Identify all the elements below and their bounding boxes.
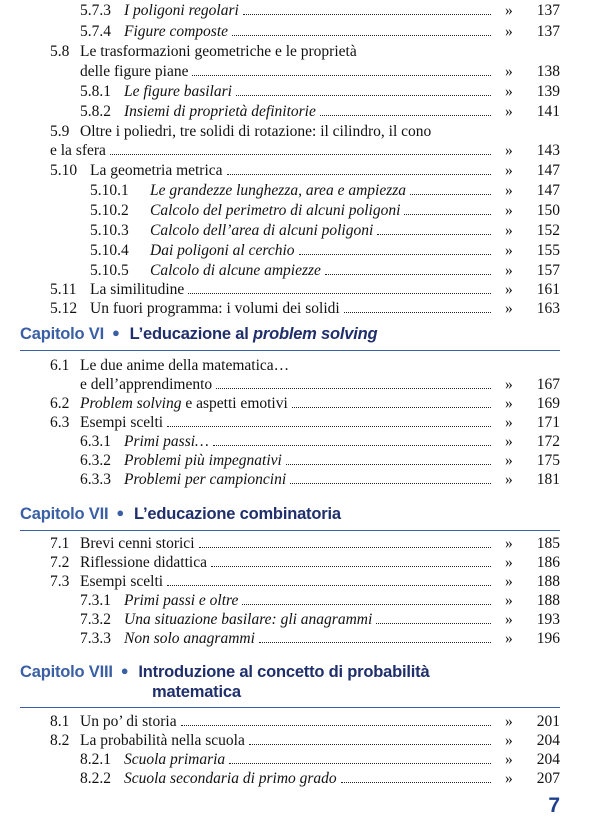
entry-title: Problemi per campioncini	[124, 471, 287, 488]
entry-page: 150	[536, 202, 560, 219]
toc-entry-first-line	[0, 123, 600, 141]
leader-dots	[376, 623, 491, 624]
entry-title: delle figure piane	[80, 63, 189, 80]
guillemet: »	[505, 162, 513, 179]
entry-title: Un po’ di storia	[80, 713, 177, 730]
leader-dots	[410, 194, 491, 195]
chapter-title-italic: problem solving	[252, 325, 378, 343]
toc-entry	[0, 751, 600, 769]
entry-number: 6.2	[50, 395, 70, 412]
toc-entry	[0, 202, 600, 220]
leader-dots	[110, 154, 491, 155]
entry-page: 169	[536, 395, 560, 412]
guillemet: »	[505, 395, 513, 412]
guillemet: »	[505, 535, 513, 552]
entry-number: 5.8.2	[80, 103, 111, 120]
entry-number: 6.3.3	[80, 471, 111, 488]
toc-entry	[0, 395, 600, 413]
entry-title: La similitudine	[90, 281, 185, 298]
entry-number: 5.8	[50, 43, 70, 60]
entry-title: Calcolo dell’area di alcuni poligoni	[150, 222, 374, 239]
entry-title: Esempi scelti	[80, 414, 164, 431]
leader-dots	[227, 174, 491, 175]
entry-title: Figure composte	[124, 23, 229, 40]
entry-number: 5.10.5	[90, 262, 129, 279]
chapter-rule	[20, 707, 560, 708]
entry-title: e aspetti emotivi	[181, 395, 288, 412]
entry-page: 207	[536, 770, 560, 787]
entry-page: 155	[536, 242, 560, 259]
chapter-number: Capitolo VII	[20, 505, 109, 523]
guillemet: »	[505, 732, 513, 749]
chapter-heading	[20, 663, 560, 705]
entry-number: 7.1	[50, 535, 70, 552]
guillemet: »	[505, 222, 513, 239]
entry-page: 161	[536, 281, 560, 298]
bullet-icon: ●	[116, 505, 125, 520]
leader-dots	[286, 464, 491, 465]
entry-title: La geometria metrica	[90, 162, 223, 179]
leader-dots	[299, 254, 491, 255]
entry-title: Calcolo del perimetro di alcuni poligoni	[150, 202, 401, 219]
bullet-icon: ●	[111, 325, 120, 340]
entry-title: Insiemi di proprietà definitorie	[124, 103, 316, 120]
leader-dots	[216, 388, 491, 389]
entry-number: 7.2	[50, 554, 70, 571]
leader-dots	[320, 115, 491, 116]
chapter-number: Capitolo VIII	[20, 663, 113, 681]
leader-dots	[243, 14, 491, 15]
entry-page: 147	[536, 162, 560, 179]
toc-entry	[0, 770, 600, 788]
entry-title: Primi passi…	[124, 433, 209, 450]
entry-title: La probabilità nella scuola	[80, 732, 245, 749]
leader-dots	[213, 445, 491, 446]
guillemet: »	[505, 554, 513, 571]
toc-entry-first-line	[0, 43, 600, 61]
entry-title: Un fuori programma: i volumi dei solidi	[90, 300, 340, 317]
chapter-heading	[20, 325, 560, 344]
leader-dots	[344, 312, 491, 313]
toc-entry	[0, 262, 600, 280]
entry-page: 143	[536, 142, 560, 159]
chapter-title-line2: matematica	[152, 683, 241, 701]
toc-entry	[0, 554, 600, 572]
leader-dots	[199, 547, 492, 548]
entry-number: 7.3.1	[80, 592, 111, 609]
guillemet: »	[505, 281, 513, 298]
entry-title: Esempi scelti	[80, 573, 164, 590]
entry-number: 5.12	[50, 300, 78, 317]
toc-entry	[0, 222, 600, 240]
entry-title: Calcolo di alcune ampiezze	[150, 262, 321, 279]
guillemet: »	[505, 573, 513, 590]
guillemet: »	[505, 713, 513, 730]
guillemet: »	[505, 262, 513, 279]
entry-number: 6.3.1	[80, 433, 111, 450]
guillemet: »	[505, 142, 513, 159]
guillemet: »	[505, 376, 513, 393]
entry-number: 7.3.3	[80, 630, 111, 647]
entry-number: 7.3	[50, 573, 70, 590]
entry-number: 5.9	[50, 123, 70, 140]
toc-entry	[0, 242, 600, 260]
chapter-rule	[20, 350, 560, 351]
entry-page: 171	[536, 414, 560, 431]
chapter-title: L’educazione al	[129, 325, 253, 343]
leader-dots	[242, 604, 491, 605]
chapter-heading	[20, 505, 560, 524]
entry-page: 204	[536, 732, 560, 749]
entry-title: I poligoni regolari	[124, 2, 239, 19]
entry-number: 5.10.4	[90, 242, 129, 259]
entry-title: Le grandezze lunghezza, area e ampiezza	[150, 182, 407, 199]
entry-page: 193	[536, 611, 560, 628]
entry-number: 6.3	[50, 414, 70, 431]
toc-entry	[0, 592, 600, 610]
guillemet: »	[505, 63, 513, 80]
entry-page: 204	[536, 751, 560, 768]
entry-number: 8.2	[50, 732, 70, 749]
guillemet: »	[505, 83, 513, 100]
entry-number: 8.1	[50, 713, 70, 730]
toc-entry	[0, 162, 600, 180]
page-number: 7	[548, 794, 560, 817]
entry-title: Non solo anagrammi	[124, 630, 255, 647]
toc-entry	[0, 376, 600, 394]
entry-page: 167	[536, 376, 560, 393]
guillemet: »	[505, 770, 513, 787]
entry-page: 152	[536, 222, 560, 239]
entry-page: 196	[536, 630, 560, 647]
leader-dots	[229, 763, 491, 764]
entry-page: 137	[536, 23, 560, 40]
entry-title: Riflessione didattica	[80, 554, 207, 571]
chapter-rule	[20, 530, 560, 531]
guillemet: »	[505, 592, 513, 609]
chapter-title: L’educazione combinatoria	[134, 505, 341, 523]
leader-dots	[377, 234, 491, 235]
leader-dots	[167, 585, 491, 586]
leader-dots	[192, 75, 491, 76]
entry-title: e dell’apprendimento	[80, 376, 213, 393]
guillemet: »	[505, 2, 513, 19]
guillemet: »	[505, 414, 513, 431]
entry-number: 5.10.2	[90, 202, 129, 219]
guillemet: »	[505, 182, 513, 199]
toc-entry	[0, 611, 600, 629]
guillemet: »	[505, 471, 513, 488]
chapter-number: Capitolo VI	[20, 325, 104, 343]
leader-dots	[167, 426, 491, 427]
leader-dots	[341, 782, 491, 783]
toc-entry	[0, 433, 600, 451]
toc-entry	[0, 142, 600, 160]
entry-title-italic: Problem solving	[80, 395, 182, 412]
entry-page: 141	[536, 103, 560, 120]
leader-dots	[259, 642, 491, 643]
entry-page: 175	[536, 452, 560, 469]
entry-number: 5.7.4	[80, 23, 111, 40]
toc-entry	[0, 23, 600, 41]
guillemet: »	[505, 452, 513, 469]
leader-dots	[236, 95, 491, 96]
entry-title: Brevi cenni storici	[80, 535, 195, 552]
leader-dots	[211, 566, 491, 567]
entry-number: 6.1	[50, 357, 70, 374]
entry-title-line1: Le trasformazioni geometriche e le proprietà	[80, 43, 357, 60]
entry-page: 139	[536, 83, 560, 100]
entry-number: 6.3.2	[80, 452, 111, 469]
entry-number: 5.10.1	[90, 182, 129, 199]
entry-title-line1: Le due anime della matematica…	[80, 357, 290, 374]
entry-title: e la sfera	[50, 142, 106, 159]
leader-dots	[249, 744, 491, 745]
entry-title-line1: Oltre i poliedri, tre solidi di rotazione: il cilindro, il cono	[80, 123, 432, 140]
guillemet: »	[505, 611, 513, 628]
toc-entry	[0, 63, 600, 81]
guillemet: »	[505, 751, 513, 768]
entry-number: 5.10.3	[90, 222, 129, 239]
entry-title: Le figure basilari	[124, 83, 232, 100]
toc-entry	[0, 103, 600, 121]
entry-page: 201	[536, 713, 560, 730]
guillemet: »	[505, 23, 513, 40]
entry-number: 8.2.2	[80, 770, 111, 787]
entry-page: 163	[536, 300, 560, 317]
entry-page: 185	[536, 535, 560, 552]
entry-title: Scuola primaria	[124, 751, 226, 768]
entry-number: 7.3.2	[80, 611, 111, 628]
entry-page: 157	[536, 262, 560, 279]
guillemet: »	[505, 300, 513, 317]
entry-page: 138	[536, 63, 560, 80]
entry-page: 186	[536, 554, 560, 571]
toc-entry-first-line	[0, 357, 600, 375]
leader-dots	[292, 407, 491, 408]
entry-number: 5.10	[50, 162, 78, 179]
toc-entry	[0, 182, 600, 200]
toc-entry	[0, 573, 600, 591]
entry-title: Primi passi e oltre	[124, 592, 239, 609]
toc-entry	[0, 452, 600, 470]
entry-page: 188	[536, 573, 560, 590]
entry-number: 5.8.1	[80, 83, 111, 100]
guillemet: »	[505, 242, 513, 259]
toc-entry	[0, 281, 600, 299]
toc-entry	[0, 535, 600, 553]
chapter-title-line1: Introduzione al concetto di probabilità	[138, 663, 430, 681]
entry-page: 147	[536, 182, 560, 199]
entry-number: 5.7.3	[80, 2, 111, 19]
entry-page: 172	[536, 433, 560, 450]
entry-title: Una situazione basilare: gli anagrammi	[124, 611, 373, 628]
toc-entry	[0, 471, 600, 489]
entry-number: 8.2.1	[80, 751, 111, 768]
entry-title: Problemi più impegnativi	[124, 452, 282, 469]
toc-entry	[0, 300, 600, 318]
leader-dots	[404, 214, 491, 215]
leader-dots	[232, 35, 491, 36]
toc-entry	[0, 732, 600, 750]
entry-number: 5.11	[50, 281, 77, 298]
toc-entry	[0, 414, 600, 432]
guillemet: »	[505, 630, 513, 647]
guillemet: »	[505, 202, 513, 219]
entry-page: 181	[536, 471, 560, 488]
guillemet: »	[505, 433, 513, 450]
bullet-icon: ●	[120, 663, 129, 678]
entry-title: Dai poligoni al cerchio	[150, 242, 295, 259]
toc-entry	[0, 83, 600, 101]
entry-title: Scuola secondaria di primo grado	[124, 770, 337, 787]
toc-entry	[0, 713, 600, 731]
leader-dots	[290, 483, 491, 484]
leader-dots	[188, 293, 491, 294]
toc-entry	[0, 2, 600, 20]
leader-dots	[181, 725, 491, 726]
entry-page: 188	[536, 592, 560, 609]
leader-dots	[325, 274, 491, 275]
entry-page: 137	[536, 2, 560, 19]
guillemet: »	[505, 103, 513, 120]
toc-entry	[0, 630, 600, 648]
